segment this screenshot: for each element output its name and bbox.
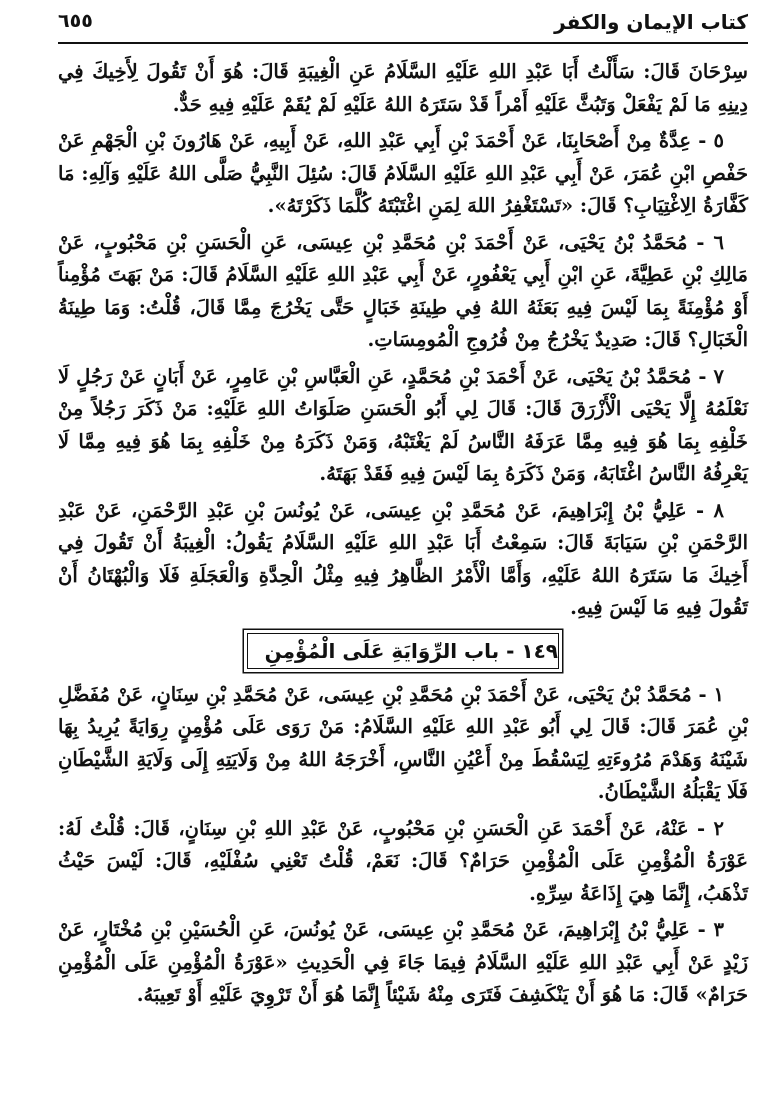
hadith-8: ٨ - عَلِيُّ بْنُ إِبْرَاهِيمَ، عَنْ مُحَمَّدِ بْنِ عِيسَى، عَنْ يُونُسَ بْنِ عَبْدِ الرَّحْمَنِ، عَنْ عَبْدِ الرَّحْمَنِ بْنِ سَيَابَةَ قَالَ: سَمِعْتُ أَبَا عَبْدِ اللهِ عَلَيْهِ السَّلَامُ يَقُولُ: الْغِيبَةُ أَنْ تَقُولَ فِي أَخِيكَ مَا سَتَرَهُ اللهُ عَلَيْهِ، وَأَمَّا الْأَمْرُ الظَّاهِرُ فِيهِ مِثْلُ الْحِدَّةِ وَالْعَجَلَةِ فَلَا وَالْبُهْتَانُ أَنْ تَقُولَ فِيهِ مَا لَيْسَ فِيهِ. bbox=[58, 498, 748, 619]
paragraph-continuation: سِرْحَانَ قَالَ: سَأَلْتُ أَبَا عَبْدِ اللهِ عَلَيْهِ السَّلَامُ عَنِ الْغِيبَةِ قَالَ: هُوَ أَنْ تَقُولَ لِأَخِيكَ فِي دِينِهِ مَا لَمْ يَفْعَلْ وَتَبُثَّ عَلَيْهِ أَمْراً قَدْ سَتَرَهُ اللهُ عَلَيْهِ لَمْ يُقَمْ عَلَيْهِ فِيهِ حَدٌّ. bbox=[58, 60, 748, 116]
page-content bbox=[58, 56, 748, 1016]
hadith-6: ٦ - مُحَمَّدُ بْنُ يَحْيَى، عَنْ أَحْمَدَ بْنِ مُحَمَّدِ بْنِ عِيسَى، عَنِ الْحَسَنِ بْنِ مَحْبُوبٍ، عَنْ مَالِكِ بْنِ عَطِيَّةَ، عَنِ ابْنِ أَبِي يَعْفُورٍ، عَنْ أَبِي عَبْدِ اللهِ عَلَيْهِ السَّلَامُ قَالَ: مَنْ بَهَتَ مُؤْمِناً أَوْ مُؤْمِنَةً بِمَا لَيْسَ فِيهِ بَعَثَهُ اللهُ فِي طِينَةِ خَبَالٍ حَتَّى يَخْرُجَ مِمَّا قَالَ، قُلْتُ: وَمَا طِينَةُ الْخَبَالِ؟ قَالَ: صَدِيدٌ يَخْرُجُ مِنْ فُرُوجِ الْمُومِسَاتِ. bbox=[58, 230, 748, 351]
chapter-heading: ١٤٩ - باب الرِّوَايَةِ عَلَى الْمُؤْمِنِ bbox=[247, 633, 559, 669]
chapter-hadith-3: ٣ - عَلِيُّ بْنُ إِبْرَاهِيمَ، عَنْ مُحَمَّدِ بْنِ عِيسَى، عَنْ يُونُسَ، عَنِ الْحُسَيْنِ بْنِ مُخْتَارٍ، عَنْ زَيْدٍ عَنْ أَبِي عَبْدِ اللهِ عَلَيْهِ السَّلَامُ فِيمَا جَاءَ فِي الْحَدِيثِ «عَوْرَةُ الْمُؤْمِنِ عَلَى الْمُؤْمِنِ حَرَامٌ» قَالَ: مَا هُوَ أَنْ يَنْكَشِفَ فَتَرَى مِنْهُ شَيْئاً إِنَّمَا هُوَ أَنْ تَرْوِيَ عَلَيْهِ أَوْ تَعِيبَهُ. bbox=[58, 918, 748, 1006]
book-title: كتاب الإيمان والكفر bbox=[554, 10, 748, 34]
chapter-hadith-1: ١ - مُحَمَّدُ بْنُ يَحْيَى، عَنْ أَحْمَدَ بْنِ مُحَمَّدِ بْنِ عِيسَى، عَنْ مُحَمَّدِ بْنِ سِنَانٍ، عَنْ مُفَضَّلِ بْنِ عُمَرَ قَالَ: قَالَ لِي أَبُو عَبْدِ اللهِ عَلَيْهِ السَّلَامُ: مَنْ رَوَى عَلَى مُؤْمِنٍ رِوَايَةً يُرِيدُ بِهَا شَيْنَهُ وَهَدْمَ مُرُوءَتِهِ لِيَسْقُطَ مِنْ أَعْيُنِ النَّاسِ، أَخْرَجَهُ اللهُ مِنْ وَلَايَتِهِ إِلَى وَلَايَةِ الشَّيْطَانِ فَلَا يَقْبَلُهُ الشَّيْطَانُ. bbox=[58, 682, 748, 803]
page-header bbox=[58, 8, 748, 44]
hadith-7: ٧ - مُحَمَّدُ بْنُ يَحْيَى، عَنْ أَحْمَدَ بْنِ مُحَمَّدٍ، عَنِ الْعَبَّاسِ بْنِ عَامِرٍ، عَنْ أَبَانٍ عَنْ رَجُلٍ لَا نَعْلَمُهُ إِلَّا يَحْيَى الْأَزْرَقَ قَالَ: قَالَ لِي أَبُو الْحَسَنِ صَلَوَاتُ اللهِ عَلَيْهِ: مَنْ ذَكَرَ رَجُلاً مِنْ خَلْفِهِ بِمَا هُوَ فِيهِ مِمَّا عَرَفَهُ النَّاسُ لَمْ يَغْتَبْهُ، وَمَنْ ذَكَرَهُ مِنْ خَلْفِهِ بِمَا هُوَ فِيهِ مِمَّا لَا يَعْرِفُهُ النَّاسُ اغْتَابَهُ، وَمَنْ ذَكَرَهُ بِمَا لَيْسَ فِيهِ فَقَدْ بَهَتَهُ. bbox=[58, 364, 748, 485]
page-number: ٦٥٥ bbox=[58, 10, 93, 32]
chapter-hadith-2: ٢ - عَنْهُ، عَنْ أَحْمَدَ عَنِ الْحَسَنِ بْنِ مَحْبُوبٍ، عَنْ عَبْدِ اللهِ بْنِ سِنَانٍ، قَالَ: قُلْتُ لَهُ: عَوْرَةُ الْمُؤْمِنِ عَلَى الْمُؤْمِنِ حَرَامٌ؟ قَالَ: نَعَمْ، قُلْتُ تَعْنِي سُفْلَيْهِ، قَالَ: لَيْسَ حَيْثُ تَذْهَبُ، إِنَّمَا هِيَ إِذَاعَةُ سِرِّهِ. bbox=[58, 816, 748, 905]
hadith-5: ٥ - عِدَّةٌ مِنْ أَصْحَابِنَا، عَنْ أَحْمَدَ بْنِ أَبِي عَبْدِ اللهِ، عَنْ أَبِيهِ، عَنْ هَارُونَ بْنِ الْجَهْمِ عَنْ حَفْصِ ابْنِ عُمَرَ، عَنْ أَبِي عَبْدِ اللهِ عَلَيْهِ السَّلَامُ قَالَ: سُئِلَ النَّبِيُّ صَلَّى اللهُ عَلَيْهِ وَآلِهِ: مَا كَفَّارَةُ الِاغْتِيَابِ؟ قَالَ: «تَسْتَغْفِرُ اللهَ لِمَنِ اغْتَبْتَهُ كُلَّمَا ذَكَرْتَهُ». bbox=[58, 129, 748, 217]
